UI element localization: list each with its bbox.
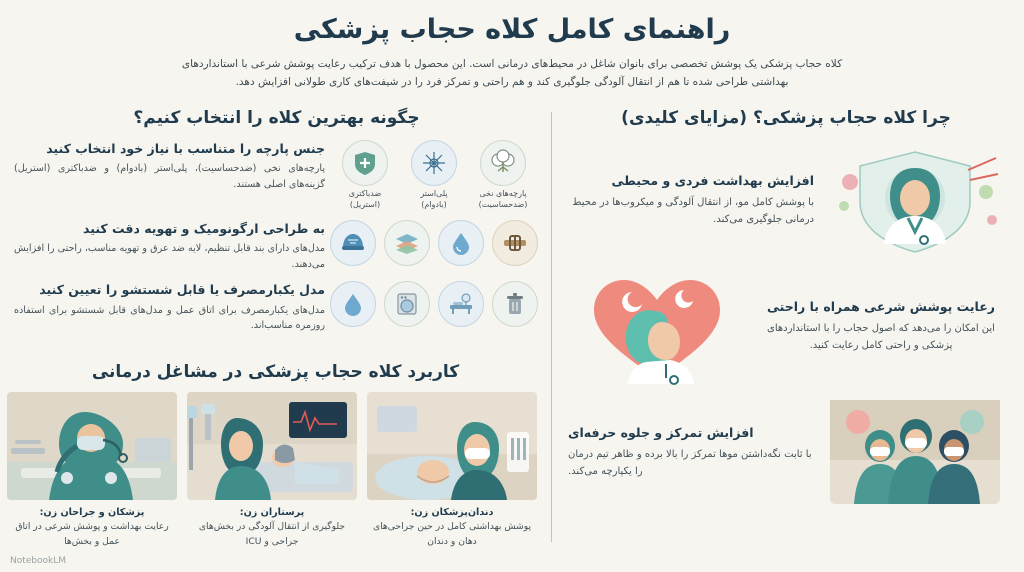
operating-room-icon	[438, 281, 484, 327]
benefit-item-focus	[562, 392, 1010, 512]
surgeon-illustration	[7, 392, 177, 500]
choose-text-fabric	[14, 140, 329, 211]
team-photo-illustration	[820, 392, 1010, 512]
polyester-icon-caption: پلی‌استر (بادوام)	[420, 189, 448, 209]
choose-body: پارچه‌های نخی (ضدحساسیت)، پلی‌استر (بادوام) و ضدباکتری (استریل) گزینه‌های اصلی هستند.	[14, 163, 325, 190]
choose-text-disposable	[14, 281, 329, 334]
page-title: راهنمای کامل کلاه حجاب پزشکی	[293, 14, 731, 45]
choose-item-disposable	[14, 281, 539, 334]
doctor-shield-illustration	[820, 140, 1010, 260]
choose-item-fabric	[14, 140, 539, 211]
usage-caption-body: رعایت بهداشت و پوشش شرعی در اتاق عمل و بخش‌ها	[15, 521, 169, 547]
choose-section-heading: چگونه بهترین کلاه را انتخاب کنیم؟	[133, 108, 420, 128]
usage-caption-title: پزشکان و جراحان زن:	[39, 507, 145, 518]
benefit-body: با پوشش کامل مو، از انتقال آلودگی و میکروب‌ها در محیط درمانی جلوگیری می‌کند.	[572, 196, 814, 225]
why-section-heading: چرا کلاه حجاب پزشکی؟ (مزایای کلیدی)	[621, 108, 951, 128]
benefit-text-focus	[562, 424, 820, 480]
sweat-proof-icon	[438, 220, 484, 266]
usage-caption-surgeon	[7, 506, 177, 549]
choose-item-ergonomics	[14, 220, 539, 273]
adjustable-strap-icon	[492, 220, 538, 266]
antibacterial-icon-caption: ضدباکتری (استریل)	[348, 189, 382, 209]
trash-icon-wrap	[492, 281, 539, 327]
cotton-icon-caption: پارچه‌های نخی (ضدحساسیت)	[478, 189, 528, 209]
usage-section	[0, 362, 551, 549]
usage-caption-nurse	[187, 506, 357, 549]
ventilation-cap-icon	[330, 220, 376, 266]
disposable-icon-group	[329, 281, 539, 334]
choose-title: جنس پارچه را متناسب با نیاز خود انتخاب کنید	[46, 141, 325, 156]
benefit-body: این امکان را می‌دهد که اصول حجاب را با استانداردهای پزشکی و راحتی کامل رعایت کنید.	[767, 322, 995, 351]
usage-card-surgeon	[7, 392, 177, 549]
usage-caption-title: دندان‌پزشکان زن:	[410, 507, 494, 518]
operating-room-icon-wrap	[438, 281, 485, 327]
benefit-item-modesty	[562, 266, 1010, 386]
header	[0, 0, 1024, 92]
benefit-title: رعایت پوشش شرعی همراه با راحتی	[767, 299, 995, 315]
nurse-illustration	[187, 392, 357, 500]
usage-card-list	[14, 392, 537, 549]
sweat-proof-icon-wrap	[438, 220, 485, 266]
page-subtitle: کلاه حجاب پزشکی یک پوشش تخصصی برای بانوان شاغل در محیط‌های درمانی است. این محصول با هدف ترکیب رعایت پوشش شرعی با استانداردهای بهداشتی طراحی شده تا هم از انتقال آلودگی جلوگیری کند و هم راحتی و تمرکز فرد را در شیفت‌های کاری طولانی افزایش دهد.	[181, 58, 843, 89]
antibacterial-shield-icon	[342, 140, 388, 186]
choose-title: مدل یکبارمصرف یا قابل شستشو را تعیین کنید	[39, 282, 325, 298]
layers-icon-wrap	[383, 220, 430, 266]
choose-title: به طراحی ارگونومیک و تهویه دقت کنید	[83, 220, 325, 236]
choose-body: مدل‌های دارای بند قابل تنظیم، لایه ضد عرق و تهویه مناسب، راحتی را افزایش می‌دهند.	[14, 242, 325, 270]
washing-machine-icon-wrap	[383, 281, 430, 327]
watermark-label: NotebookLM	[10, 556, 67, 566]
usage-card-nurse	[187, 392, 357, 549]
usage-caption-title: پرستاران زن:	[239, 507, 305, 518]
fabric-icon-group	[329, 140, 539, 211]
usage-section-heading: کاربرد کلاه حجاب پزشکی در مشاغل درمانی	[91, 362, 460, 382]
polyester-icon-wrap	[403, 140, 465, 211]
trash-icon	[492, 281, 538, 327]
usage-caption-dentist	[367, 506, 537, 549]
layers-icon	[384, 220, 430, 266]
polyester-icon	[411, 140, 457, 186]
usage-caption-body: جلوگیری از انتقال آلودگی در بخش‌های جراحی و ICU	[198, 521, 346, 547]
choose-body: مدل‌های یکبارمصرف برای اتاق عمل و مدل‌های قابل شستشو برای استفاده روزمره مناسب‌اند.	[14, 304, 325, 332]
benefit-title: افزایش بهداشت فردی و محیطی	[611, 173, 814, 189]
why-section	[552, 108, 1024, 542]
washing-machine-icon	[384, 281, 430, 327]
column-divider	[551, 112, 552, 542]
water-drop-icon	[330, 281, 376, 327]
benefit-text-hygiene	[562, 172, 820, 228]
benefit-body: با ثابت نگه‌داشتن موها تمرکز را بالا برده و ظاهر تیم درمان را یکپارچه می‌کند.	[568, 448, 812, 477]
benefit-item-hygiene	[562, 140, 1010, 260]
choose-text-ergonomics	[14, 220, 329, 273]
antibacterial-icon-wrap	[334, 140, 396, 211]
benefit-title: افزایش تمرکز و جلوه حرفه‌ای	[568, 425, 754, 441]
water-drop-icon-wrap	[329, 281, 376, 327]
dentist-illustration	[367, 392, 537, 500]
cotton-icon-wrap	[472, 140, 534, 211]
usage-caption-body: پوشش بهداشتی کامل در حین جراحی‌های دهان و دندان	[372, 521, 532, 547]
heart-portrait-illustration	[562, 266, 752, 386]
ventilation-cap-icon-wrap	[329, 220, 376, 266]
benefit-text-modesty	[752, 298, 1010, 354]
adjustable-strap-icon-wrap	[492, 220, 539, 266]
ergonomics-icon-group	[329, 220, 539, 273]
cotton-icon	[480, 140, 526, 186]
usage-card-dentist	[367, 392, 537, 549]
